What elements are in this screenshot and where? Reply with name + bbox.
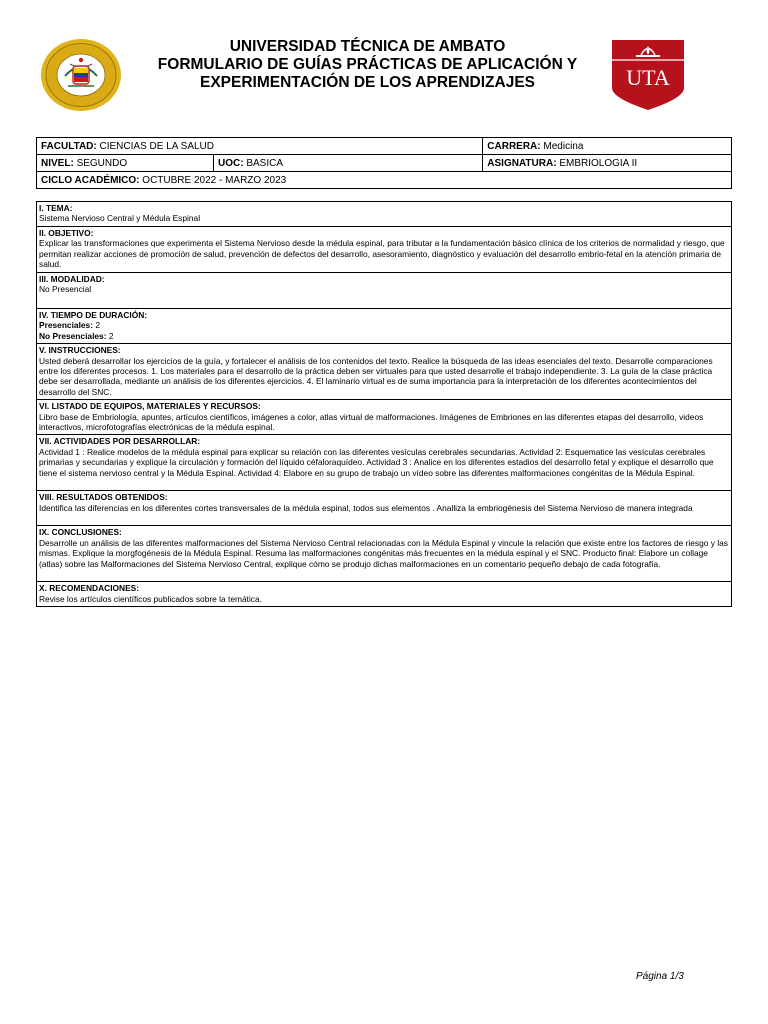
title-line-2: FORMULARIO DE GUÍAS PRÁCTICAS DE APLICACIÓN Y: [157, 56, 578, 73]
facultad-cell: [37, 138, 483, 155]
section-modalidad: [37, 273, 732, 309]
info-row-3: [37, 172, 732, 189]
presenciales-label: Presenciales:: [39, 320, 94, 331]
section-resultados: [37, 491, 732, 526]
section-tiempo: [37, 309, 732, 344]
section-body: Explicar las transformaciones que experimenta el Sistema Nervioso desde la médula espinal, para tributar a la fundamentación básico clínica de los criterios de normalidad y riesgo, que permitan realizar acciones de promoción de salud, prevención de defectos del desarrollo, asesoramiento, diagnóstico y evaluación del desarrollo embrio-fetal en la atención primaria de salud.: [39, 238, 725, 270]
section-tema: [37, 202, 732, 227]
section-title: V. INSTRUCCIONES:: [39, 345, 121, 356]
title-line-1: UNIVERSIDAD TÉCNICA DE AMBATO: [229, 38, 506, 55]
asignatura-cell: [483, 155, 732, 172]
section-body: Revise los artículos científicos publicados sobre la temática.: [39, 593, 262, 604]
asignatura-value: EMBRIOLOGIA II: [559, 157, 638, 169]
section-body: Sistema Nervioso Central y Médula Espinal: [39, 213, 201, 224]
asignatura-label: ASIGNATURA:: [487, 157, 557, 169]
facultad-label: FACULTAD:: [41, 140, 97, 152]
section-conclusiones: [37, 526, 732, 582]
uoc-label: UOC:: [218, 157, 244, 169]
presenciales-row: [39, 320, 729, 330]
section-body: Desarrolle un análisis de las diferentes malformaciones del Sistema Nervioso Central relacionadas con la Médula Espinal y vincule la relación que existe entre los factores de riesgo y las mismas. Explique la morgfogénesis de la Médula Espinal. Resuma las malformaciones congénitas más frecuentes en la médula espinal y el SNC. Producto final: Elabore un collage (atlas) sobre las Malformaciones del Sistema Nervioso Central, explique cómo se produjo dichas malformaciones en un comentario pequeño debajo de cada fotografía.: [39, 537, 728, 569]
ciclo-cell: [37, 172, 732, 189]
section-title: I. TEMA:: [39, 203, 73, 213]
section-body: Libro base de Embriología, apuntes, artículos científicos, imágenes a color, atlas virtual de malformaciones. Imágenes de Embriones en las diferentes etapas del desarrollo, videos interactivos, microfotografías electrónicas de la médula espinal.: [39, 411, 704, 433]
presenciales-value: 2: [95, 320, 101, 331]
section-listado: [37, 400, 732, 435]
ciclo-value: OCTUBRE 2022 - MARZO 2023: [142, 174, 287, 186]
section-title: II. OBJETIVO:: [39, 228, 94, 238]
section-title: III. MODALIDAD:: [39, 274, 105, 284]
carrera-label: CARRERA:: [487, 140, 541, 152]
no-presenciales-label: No Presenciales:: [39, 330, 107, 341]
university-seal-icon: [40, 38, 122, 112]
title-line-3: EXPERIMENTACIÓN DE LOS APRENDIZAJES: [199, 74, 535, 91]
nivel-value: SEGUNDO: [76, 157, 128, 169]
uoc-cell: [214, 155, 483, 172]
course-info-table: [36, 137, 732, 189]
carrera-value: Medicina: [543, 140, 584, 152]
section-objetivo: [37, 227, 732, 273]
facultad-value: CIENCIAS DE LA SALUD: [99, 140, 214, 152]
section-title: IX. CONCLUSIONES:: [39, 527, 122, 538]
section-title: VIII. RESULTADOS OBTENIDOS:: [39, 492, 168, 503]
section-body: No Presencial: [39, 284, 92, 295]
ciclo-label: CICLO ACADÉMICO:: [41, 174, 140, 186]
nivel-label: NIVEL:: [41, 157, 74, 169]
carrera-cell: [483, 138, 732, 155]
uta-logo-icon: [610, 38, 686, 112]
document-title: [140, 38, 595, 92]
section-title: IV. TIEMPO DE DURACIÓN:: [39, 310, 148, 320]
section-body: Actividad 1 : Realice modelos de la médula espinal para explicar su relación con las diferentes vesículas cerebrales secundarias. Actividad 2: Esquematice las vesículas cerebrales primarias y secundarias y explique la circulación y formación del líquido céfaloraquídeo. Actividad 3 : Analice en los diferentes estadios del desarrollo fetal y explique el desarrollo que tiene el sistema nervioso central y la Médula Espinal. Actividad 4: Elabore en su grupo de trabajo un vídeo sobre las diferentes malformaciones congénitas de la Médula Espinal.: [39, 446, 714, 478]
section-title: X. RECOMENDACIONES:: [39, 583, 140, 594]
no-presenciales-row: [39, 331, 729, 341]
section-recomendaciones: [37, 582, 732, 607]
document-header: [0, 0, 768, 125]
guide-sections-table: [36, 201, 732, 607]
nivel-cell: [37, 155, 214, 172]
section-title: VI. LISTADO DE EQUIPOS, MATERIALES Y RECURSOS:: [39, 401, 261, 412]
section-title: VII. ACTIVIDADES POR DESARROLLAR:: [39, 436, 201, 447]
section-body: Identifica las diferencias en los diferentes cortes transversales de la médula espinal, todos sus elementos . Analliza la embriogénesis del Sistema Nervioso de manera integrada: [39, 502, 693, 513]
uoc-value: BASICA: [246, 157, 284, 169]
section-actividades: [37, 435, 732, 491]
logo-text: UTA: [626, 65, 670, 90]
no-presenciales-value: 2: [108, 330, 114, 341]
section-instrucciones: [37, 344, 732, 400]
info-row-1: [37, 138, 732, 155]
page-number: Página 1/3: [636, 971, 684, 982]
info-row-2: [37, 155, 732, 172]
section-body: Usted deberá desarrollar los ejercicios de la guía, y fortalecer el análisis de los contenidos del texto. Realice la búsqueda de las ideas esenciales del texto. Desarrolle comparaciones entre los diferentes procesos. 1. Los materiales para el desarrollo de la práctica deben ser virtuales para que usted desarrolle el trabajo independiente. 3. La guía de la clase práctica debe ser desarrollada, mediante un análisis de los diferentes ejercicios. 4. El laminario virtual es de suma importancia para la interpretaciòn de los diferentes acontecimientos del desarrollo del SNC.: [39, 355, 713, 397]
